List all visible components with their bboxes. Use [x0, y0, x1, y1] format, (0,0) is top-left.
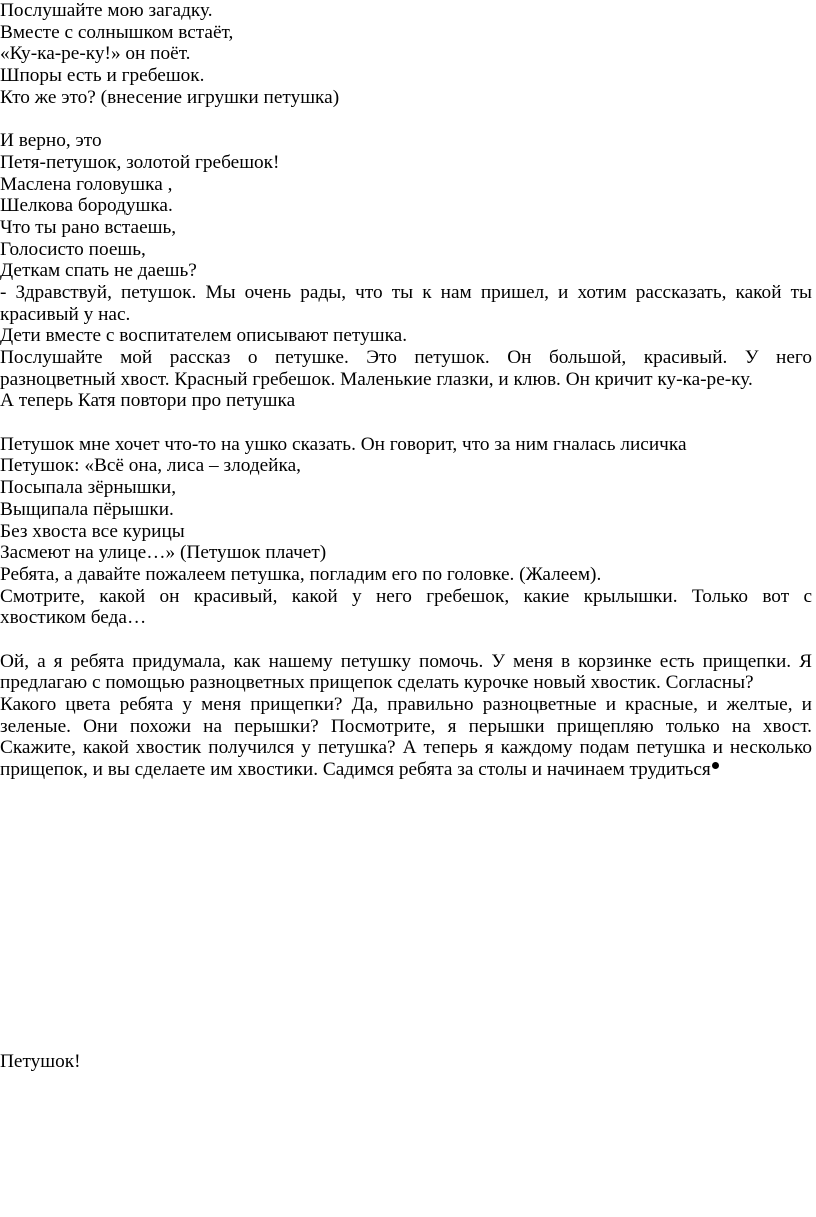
riddle-line: Послушайте мою загадку.	[0, 0, 213, 21]
riddle-line: Кто же это? (внесение игрушки петушка)	[0, 86, 340, 108]
poem-line: Маслена головушка ,	[0, 173, 173, 195]
look-line: хвостиком беда…	[0, 607, 147, 629]
poem-line: И верно, это	[0, 130, 102, 152]
poem-line: Что ты рано встаешь,	[0, 216, 177, 238]
blank-line	[0, 108, 816, 130]
greeting-line: красивый у нас.	[0, 303, 131, 325]
fox-line: Засмеют на улице…» (Петушок плачет)	[0, 542, 327, 564]
fox-line: Посыпала зёрнышки,	[0, 477, 177, 499]
idea-last-text: прищепок, и вы сделаете им хвостики. Садимся ребята за столы и начинаем трудиться	[0, 759, 711, 781]
story-line: разноцветный хвост. Красный гребешок. Маленькие глазки, и клюв. Он кричит ку-ка-ре-ку.	[0, 368, 753, 390]
blank-line	[0, 629, 816, 651]
fox-line: Петушок: «Всё она, лиса – злодейка,	[0, 455, 301, 477]
poem-line: Голосисто поешь,	[0, 238, 146, 260]
greeting-line: - Здравствуй, петушок. Мы очень рады, что ты к нам пришел, и хотим рассказать, какой ты	[0, 281, 812, 303]
poem-line: Шелкова бородушка.	[0, 195, 173, 217]
idea-line: Какого цвета ребята у меня прищепки? Да, правильно разноцветные и красные, и желтые, и	[0, 694, 812, 715]
blank-line	[0, 412, 816, 434]
riddle-line: Вместе с солнышком встаёт,	[0, 21, 234, 43]
idea-line: предлагаю с помощью разноцветных прищепок сделать курочке новый хвостик. Согласны?	[0, 672, 754, 694]
fox-line: Петушок мне хочет что-то на ушко сказать. Он говорит, что за ним гналась лисичка	[0, 433, 687, 455]
footer-title: Петушок!	[0, 1051, 81, 1072]
idea-line: зеленые. Они похожи на перышки? Посмотрите, я перышки прищепляю только на хвост.	[0, 715, 812, 737]
poem-line: Деткам спать не даешь?	[0, 260, 197, 282]
describe-line: Дети вместе с воспитателем описывают петушка.	[0, 325, 408, 347]
fox-line: Выщипала пёрышки.	[0, 498, 174, 520]
story-line: Послушайте мой рассказ о петушке. Это петушок. Он большой, красивый. У него	[0, 347, 812, 368]
fox-line: Без хвоста все курицы	[0, 520, 185, 542]
riddle-line: «Ку-ка-ре-ку!» он поёт.	[0, 43, 191, 65]
katya-line: А теперь Катя повтори про петушка	[0, 390, 296, 412]
idea-last-line	[0, 759, 816, 781]
bullet-dot-icon	[712, 762, 719, 769]
fox-line: Ребята, а давайте пожалеем петушка, погладим его по головке. (Жалеем).	[0, 563, 602, 585]
poem-line: Петя-петушок, золотой гребешок!	[0, 151, 280, 173]
look-line: Смотрите, какой он красивый, какой у него гребешок, какие крылышки. Только вот с	[0, 585, 812, 607]
idea-line: Скажите, какой хвостик получился у петушка? А теперь я каждому подам петушка и несколько	[0, 737, 812, 759]
riddle-line: Шпоры есть и гребешок.	[0, 65, 205, 87]
idea-line: Ой, а я ребята придумала, как нашему петушку помочь. У меня в корзинке есть прищепки. Я	[0, 650, 812, 672]
